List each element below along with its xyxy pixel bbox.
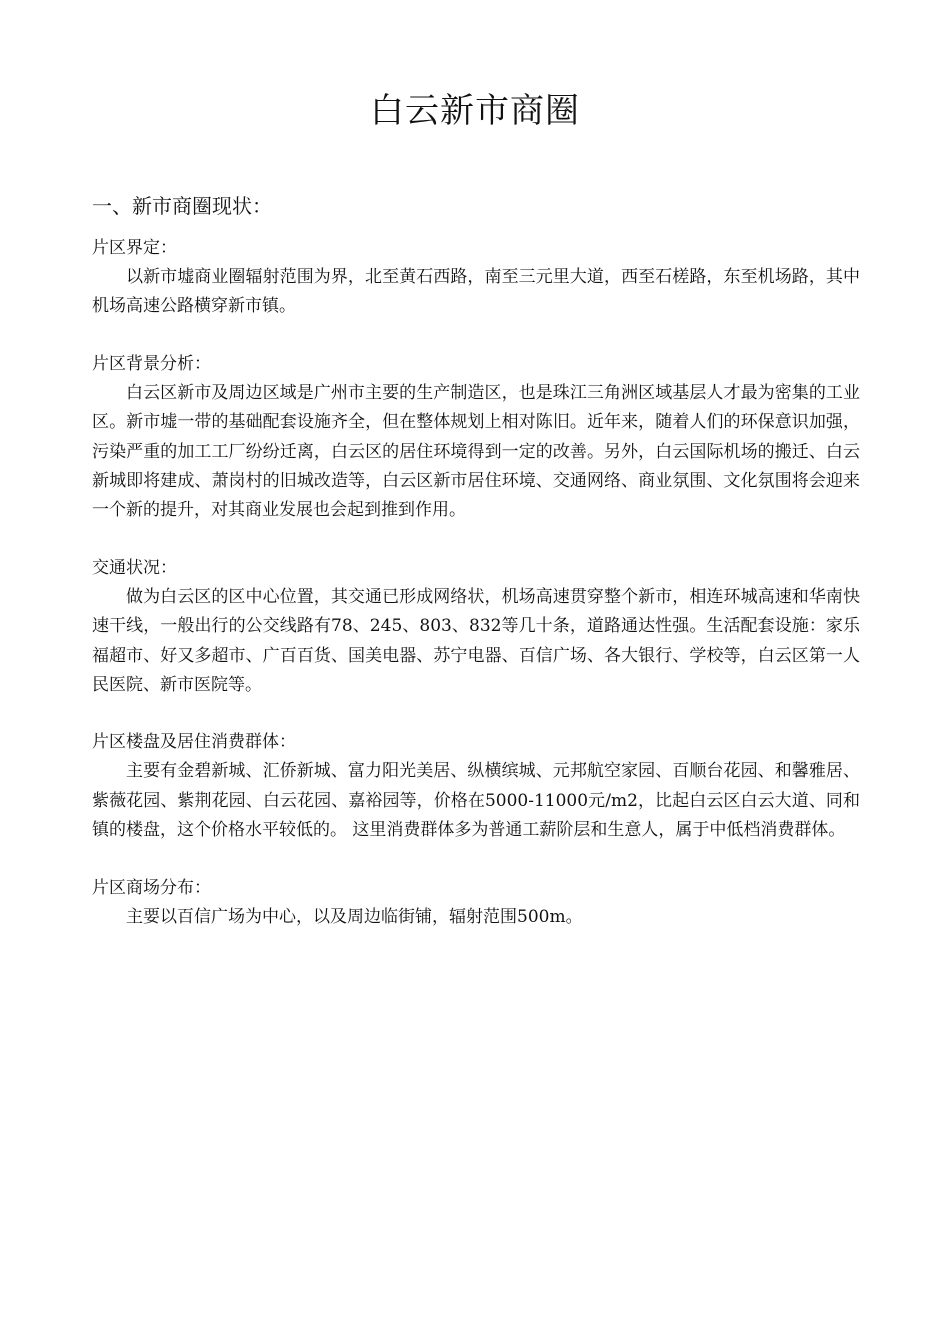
section-label: 交通状况：	[92, 557, 177, 578]
section-label: 片区商场分布：	[92, 877, 211, 898]
section-label: 片区界定：	[92, 238, 177, 258]
section-label: 片区背景分析：	[92, 353, 211, 374]
section-paragraph: 白云区新市及周边区域是广州市主要的生产制造区，也是珠江三角洲区域基层人才最为密集的工业区。新市墟一带的基础配套设施齐全，但在整体规划上相对陈旧。近年来，随着人们的环保意识加强，污染严重的加工工厂纷纷迁离，白云区的居住环境得到一定的改善。另外，白云国际机场的搬迁、白云新城即将建成、萧岗村的旧城改造等，白云区新市居住环境、交通网络、商业氛围、文化氛围将会迎来一个新的提升，对其商业发展也会起到推到作用。	[92, 382, 860, 521]
section-paragraph: 主要以百信广场为中心，以及周边临街铺，辐射范围500m。	[126, 906, 583, 927]
section-boundary	[92, 234, 860, 322]
section-label: 片区楼盘及居住消费群体：	[92, 732, 296, 753]
document-content	[92, 234, 860, 960]
section-malls	[92, 874, 860, 932]
document-title: 白云新市商圈	[370, 91, 580, 131]
section-heading: 一、新市商圈现状：	[92, 194, 272, 218]
section-traffic	[92, 554, 860, 701]
section-housing	[92, 728, 860, 845]
section-paragraph: 以新市墟商业圈辐射范围为界，北至黄石西路，南至三元里大道，西至石槎路，东至机场路，其中机场高速公路横穿新市镇。	[92, 267, 860, 317]
section-paragraph: 做为白云区的区中心位置，其交通已形成网络状，机场高速贯穿整个新市，相连环城高速和华南快速干线，一般出行的公交线路有78、245、803、832等几十条，道路通达性强。生活配套设施：家乐福超市、好又多超市、广百百货、国美电器、苏宁电器、百信广场、各大银行、学校等，白云区第一人民医院、新市医院等。	[92, 586, 860, 696]
section-paragraph: 主要有金碧新城、汇侨新城、富力阳光美居、纵横缤城、元邦航空家园、百顺台花园、和馨雅居、紫薇花园、紫荆花园、白云花园、嘉裕园等，价格在5000-11000元/m2，比起白云区白云大道、同和镇的楼盘，这个价格水平较低的。 这里消费群体多为普通工薪阶层和生意人，属于中低档消费群体。	[92, 761, 860, 841]
section-background	[92, 350, 860, 526]
